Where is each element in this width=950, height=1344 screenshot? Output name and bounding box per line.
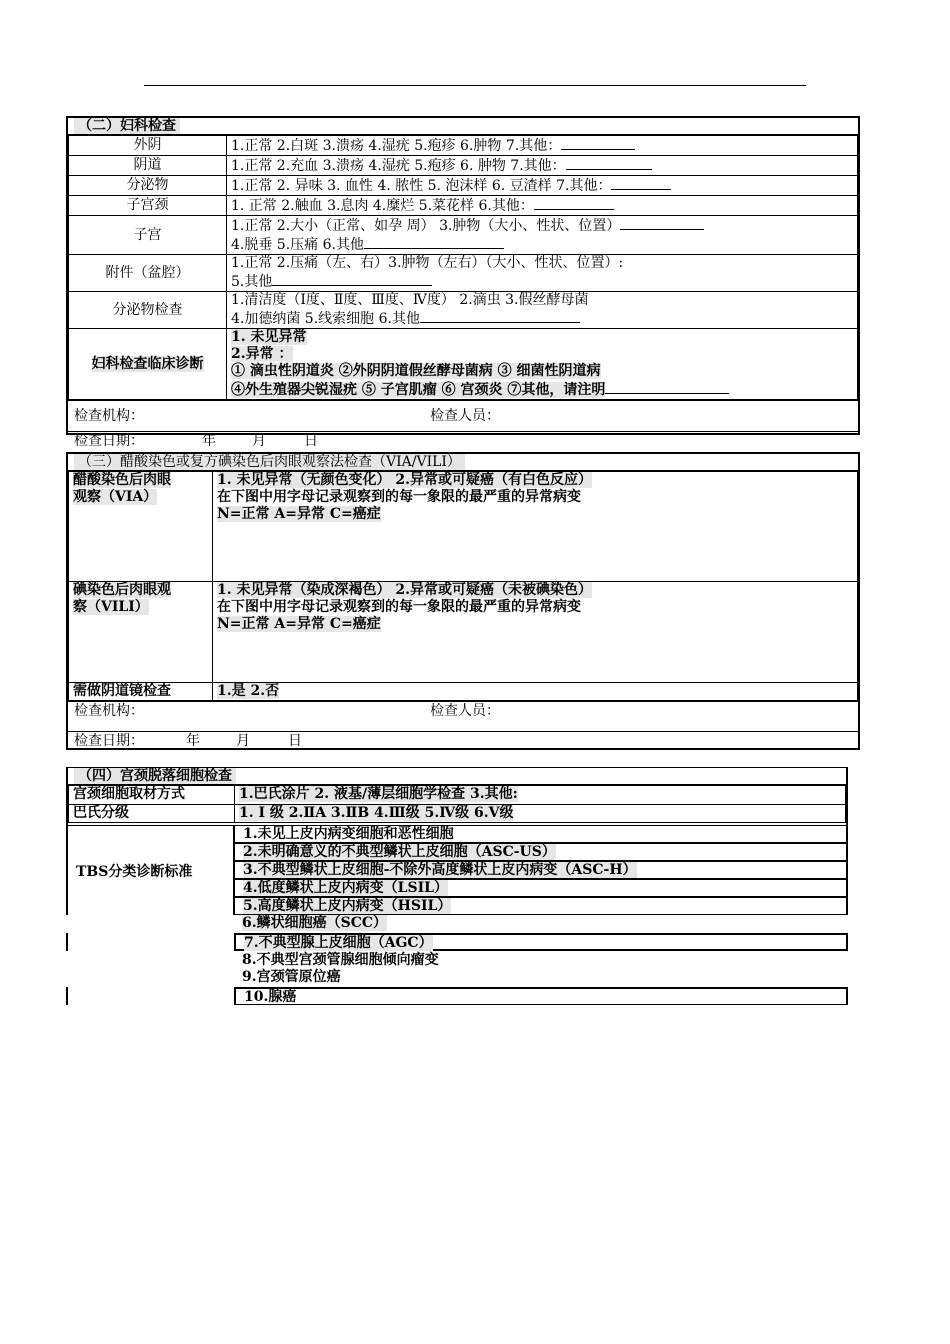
header-rule xyxy=(144,85,806,86)
vagina-label: 阴道 xyxy=(69,156,227,176)
cervix-label: 子宫颈 xyxy=(69,196,227,216)
via-options: 1. 未见异常（无颜色变化） 2.异常或可疑癌（有白色反应） 在下图中用字母记录观察到的每一象限的最严重的异常病变 N=正常 A=异常 C=癌症 xyxy=(213,472,858,582)
vili-label: 碘染色后肉眼观 察（VILI） xyxy=(69,582,213,683)
pap-grade-label: 巴氏分级 xyxy=(69,805,235,823)
gyn-staff-label: 检查人员： xyxy=(430,408,500,424)
discharge-exam-label: 分泌物检查 xyxy=(69,292,227,329)
via-date-day: 日 xyxy=(288,733,302,749)
adnexa-label: 附件（盆腔） xyxy=(69,255,227,292)
gyn-exam-title: （二）妇科检查 xyxy=(68,118,858,135)
gyn-org-row xyxy=(68,400,858,431)
gyn-diagnosis-label: 妇科检查临床诊断 xyxy=(69,329,227,400)
sampling-method-label: 宫颈细胞取材方式 xyxy=(69,786,235,805)
cytology-method-table xyxy=(68,785,846,823)
adnexa-options: 1.正常 2.压痛（左、右）3.肿物（左右）（大小、性状、位置）: 5.其他 xyxy=(227,255,858,292)
gyn-date-year: 年 xyxy=(202,433,216,449)
cytology-title: （四）宫颈脱落细胞检查 xyxy=(68,768,846,785)
vulva-label: 外阴 xyxy=(69,136,227,156)
pap-grade-options: 1. Ⅰ 级 2.ⅡA 3.ⅡB 4.Ⅲ级 5.Ⅳ级 6.Ⅴ级 xyxy=(235,805,846,823)
vulva-options: 1.正常 2.白斑 3.溃疡 4.湿疣 5.疱疹 6.肿物 7.其他： xyxy=(227,136,858,156)
via-org-row xyxy=(68,701,858,731)
via-date-year: 年 xyxy=(186,733,200,749)
gyn-diagnosis-options: 1. 未见异常 2.异常 ： ① 滴虫性阴道炎 ②外阴阴道假丝酵母菌病 ③ 细菌性阴道病 ④外生殖器尖锐湿疣 ⑤ 子宫肌瘤 ⑥ 宫颈炎 ⑦其他，请注明 xyxy=(227,329,858,400)
discharge-options: 1.正常 2. 异味 3. 血性 4. 脓性 5. 泡沫样 6. 豆渣样 7.其他： xyxy=(227,176,858,196)
sampling-method-options: 1.巴氏涂片 2. 液基/薄层细胞学检查 3.其他: xyxy=(235,786,846,805)
discharge-label: 分泌物 xyxy=(69,176,227,196)
tbs-item-1: 1.未见上皮内病变细胞和恶性细胞 xyxy=(234,825,848,843)
gyn-exam-table xyxy=(68,135,858,400)
tbs-label: TBS分类诊断标准 xyxy=(76,864,193,880)
via-label: 醋酸染色后肉眼 观察（VIA） xyxy=(69,472,213,582)
gyn-date-row xyxy=(68,431,858,451)
via-date-label: 检查日期： xyxy=(74,733,144,749)
tbs-item-10: 10.腺癌 xyxy=(234,987,848,1005)
via-vili-title: （三）醋酸染色或复方碘染色后肉眼观察法检查（VIA/VILI） xyxy=(68,454,858,471)
discharge-exam-options: 1.清洁度（Ⅰ度、Ⅱ度、Ⅲ度、Ⅳ度） 2.滴虫 3.假丝酵母菌 4.加德纳菌 5.线索细胞 6.其他 xyxy=(227,292,858,329)
tbs-left-tick-1 xyxy=(66,933,68,951)
tbs-label-cell xyxy=(66,825,234,915)
tbs-item-3: 3.不典型鳞状上皮细胞-不除外高度鳞状上皮内病变（ASC-H） xyxy=(234,861,848,879)
tbs-item-4: 4.低度鳞状上皮内病变（LSIL） xyxy=(234,879,848,897)
gyn-date-month: 月 xyxy=(252,433,266,449)
cervix-options: 1. 正常 2.触血 3.息肉 4.糜烂 5.菜花样 6.其他： xyxy=(227,196,858,216)
uterus-options: 1.正常 2.大小（正常、如孕 周） 3.肿物（大小、性状、位置） 4.脱垂 5.压痛 6.其他 xyxy=(227,216,858,255)
vili-options: 1. 未见异常（染成深褐色） 2.异常或可疑癌（未被碘染色） 在下图中用字母记录观察到的每一象限的最严重的异常病变 N=正常 A=异常 C=癌症 xyxy=(213,582,858,683)
uterus-label: 子宫 xyxy=(69,216,227,255)
tbs-item-6: 6.鳞状细胞癌（SCC） xyxy=(242,915,388,931)
tbs-item-8: 8.不典型宫颈管腺细胞倾向瘤变 xyxy=(242,952,439,968)
via-vili-section xyxy=(66,452,860,750)
colposcopy-label: 需做阴道镜检查 xyxy=(69,683,213,701)
tbs-item-7: 7.不典型腺上皮细胞（AGC） xyxy=(234,933,848,951)
via-date-month: 月 xyxy=(236,733,250,749)
via-date-row xyxy=(68,731,858,751)
gyn-org-label: 检查机构： xyxy=(74,408,144,424)
tbs-item-9: 9.宫颈管原位癌 xyxy=(242,969,341,985)
gyn-date-label: 检查日期： xyxy=(74,433,144,449)
colposcopy-options: 1.是 2.否 xyxy=(213,683,858,701)
tbs-item-2: 2.未明确意义的不典型鳞状上皮细胞（ASC-US） xyxy=(234,843,848,861)
gyn-date-day: 日 xyxy=(304,433,318,449)
via-vili-table xyxy=(68,471,858,701)
via-staff-label: 检查人员： xyxy=(430,703,500,719)
tbs-item-5: 5.高度鳞状上皮内病变（HSIL） xyxy=(234,897,848,915)
cytology-header-box xyxy=(66,767,848,826)
via-org-label: 检查机构： xyxy=(74,703,144,719)
tbs-left-tick-2 xyxy=(66,987,68,1005)
vagina-options: 1.正常 2.充血 3.溃疡 4.湿疣 5.疱疹 6. 肿物 7.其他： xyxy=(227,156,858,176)
gyn-exam-section xyxy=(66,116,860,449)
